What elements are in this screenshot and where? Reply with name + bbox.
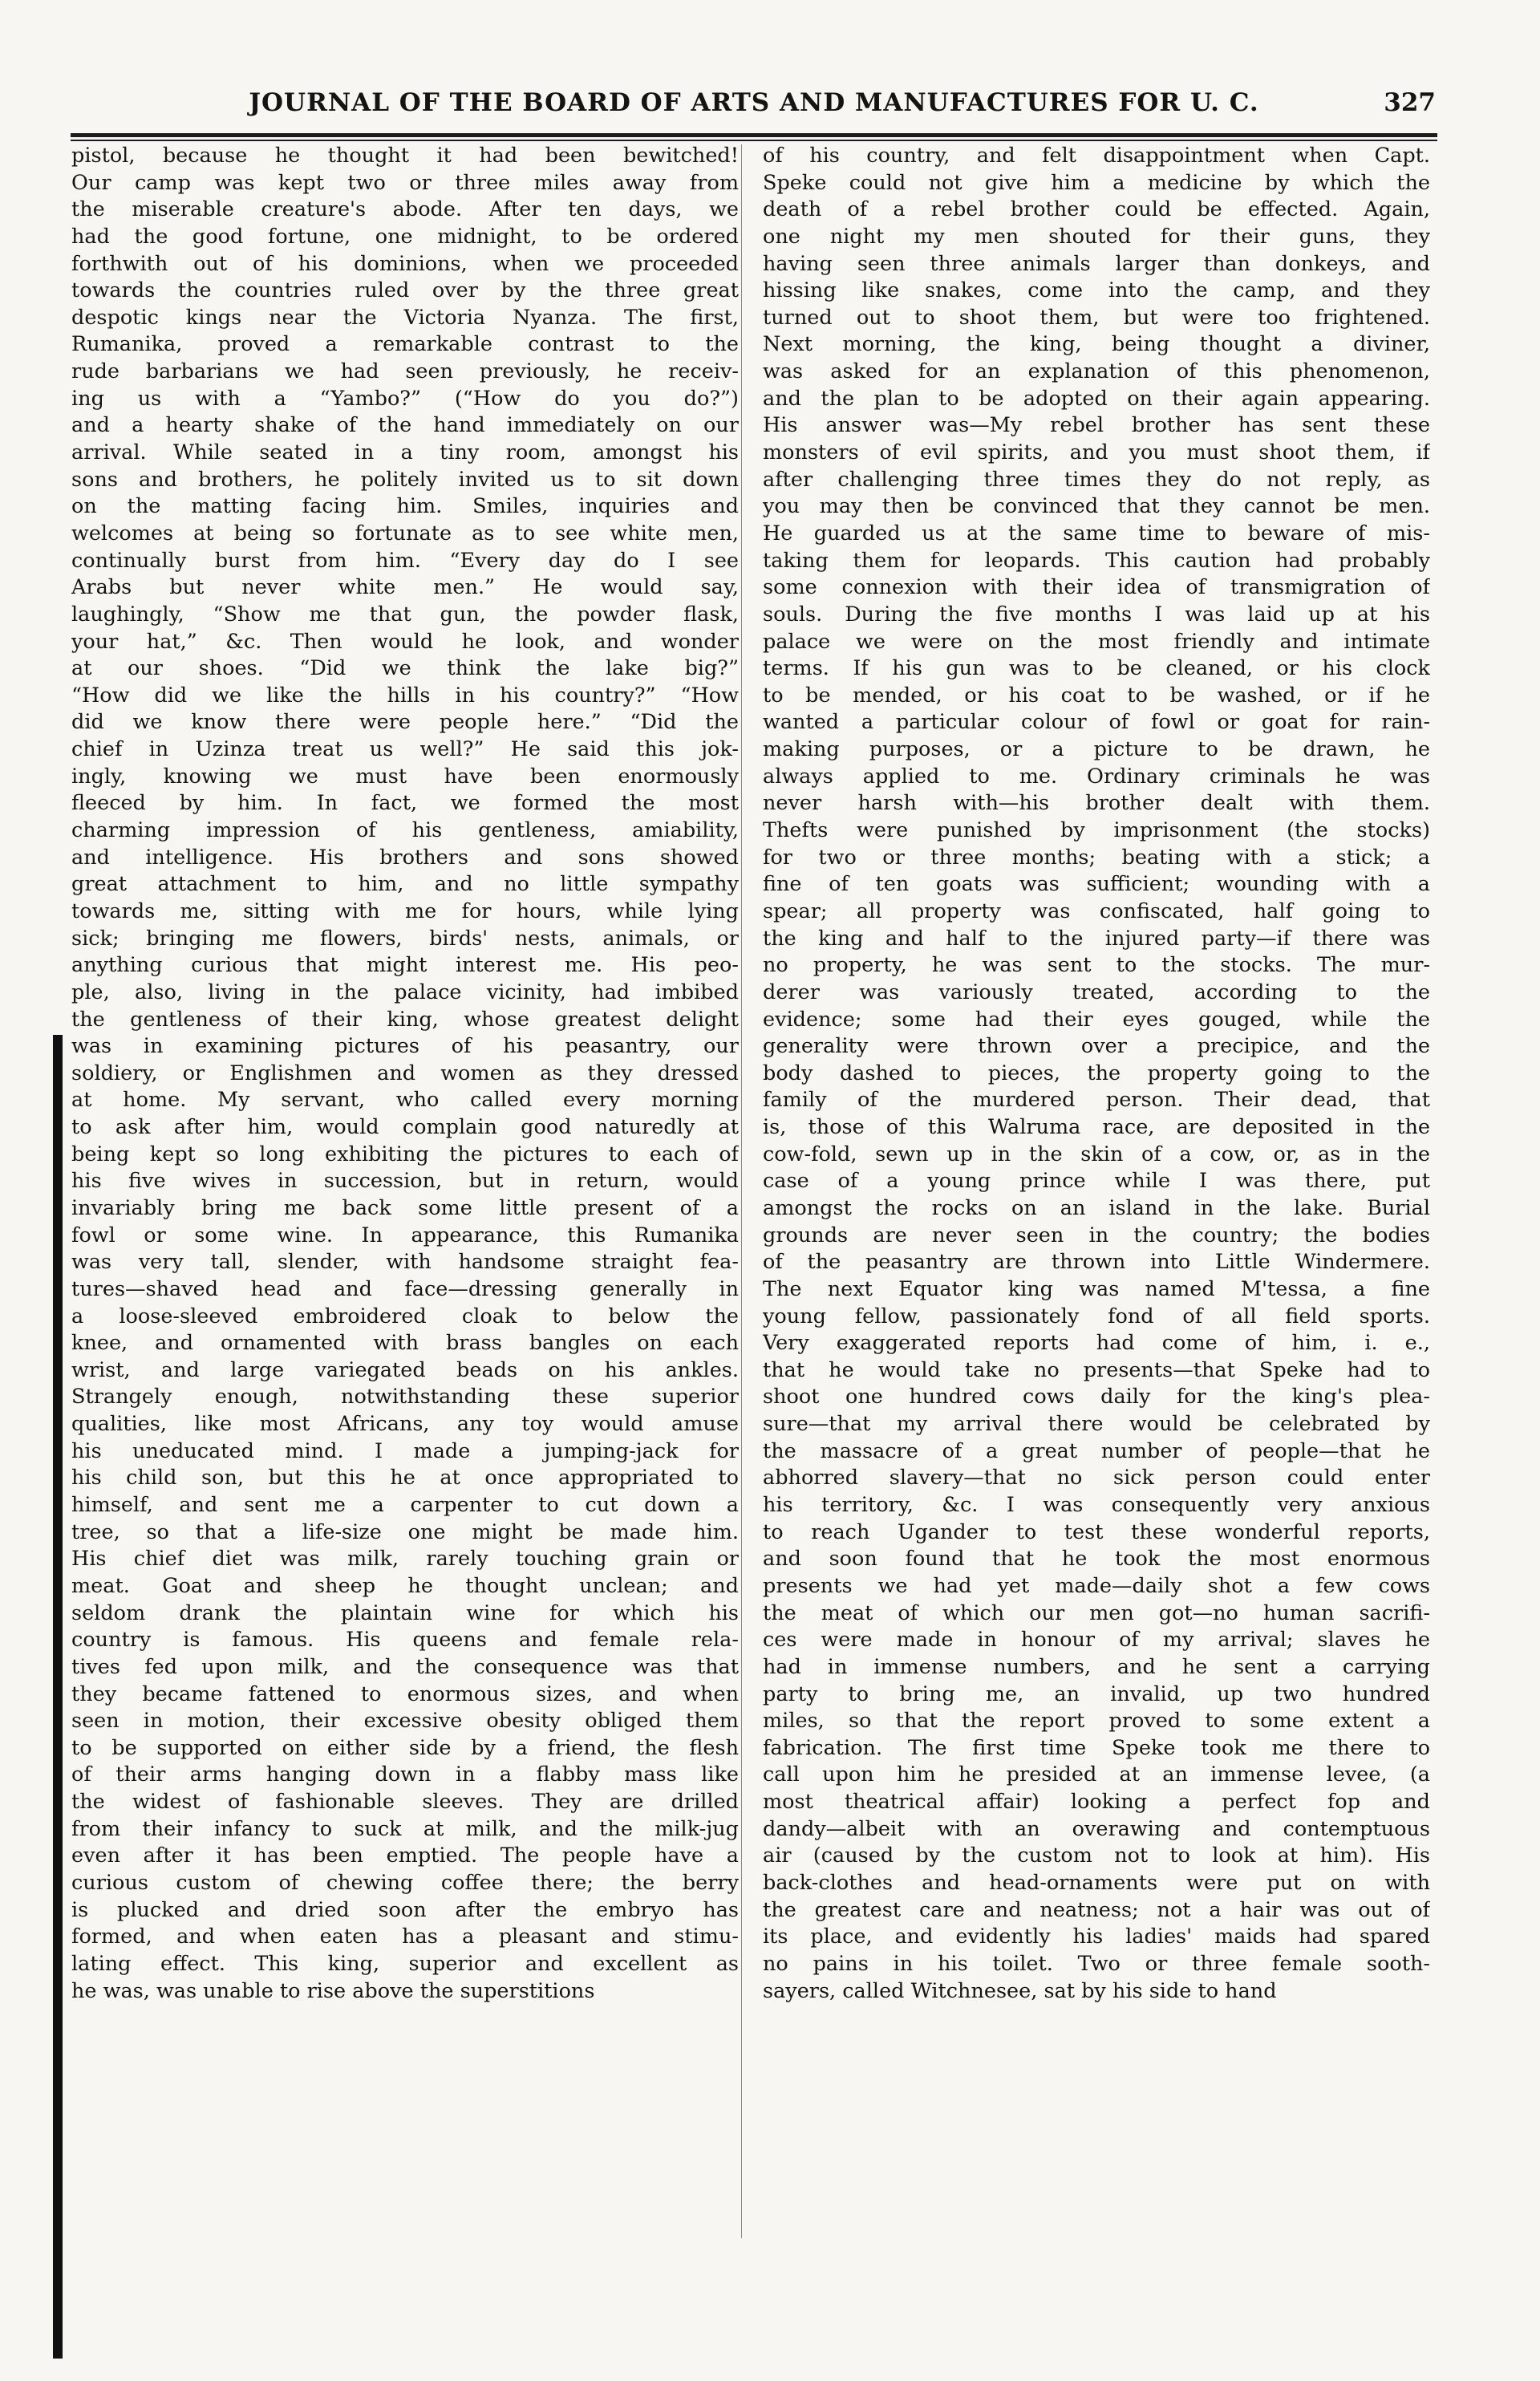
- text-line: tures—shaved head and face—dressing generally in: [71, 1276, 739, 1301]
- text-line: of the peasantry are thrown into Little Windermere.: [763, 1250, 1430, 1275]
- text-line: of their arms hanging down in a flabby mass like: [71, 1762, 739, 1787]
- text-line: and the plan to be adopted on their again appearing.: [763, 386, 1430, 411]
- text-line: continually burst from him. “Every day do I see: [71, 548, 739, 573]
- text-line: terms. If his gun was to be cleaned, or his clock: [763, 656, 1430, 681]
- text-line: wanted a particular colour of fowl or goat for rain-: [763, 710, 1430, 735]
- text-line: taking them for leopards. This caution had probably: [763, 548, 1430, 573]
- text-line: abhorred slavery—that no sick person could enter: [763, 1466, 1430, 1491]
- text-line: some connexion with their idea of transmigration of: [763, 575, 1430, 600]
- text-line: amongst the rocks on an island in the lake. Burial: [763, 1195, 1430, 1220]
- text-line: rude barbarians we had seen previously, he receiv-: [71, 359, 739, 384]
- page-number: 327: [1384, 88, 1436, 117]
- text-line: derer was variously treated, according to the: [763, 980, 1430, 1004]
- text-line: the miserable creature's abode. After ten days, we: [71, 197, 739, 222]
- text-line: country is famous. His queens and female rela-: [71, 1628, 739, 1653]
- text-line: and intelligence. His brothers and sons showed: [71, 845, 739, 870]
- text-line: laughingly, “Show me that gun, the powder flask,: [71, 602, 739, 627]
- text-line: no pains in his toilet. Two or three female sooth-: [763, 1951, 1430, 1976]
- text-line: fine of ten goats was sufficient; wounding with a: [763, 872, 1430, 897]
- text-line: the massacre of a great number of people—that he: [763, 1438, 1430, 1463]
- text-line: case of a young prince while I was there, put: [763, 1169, 1430, 1194]
- text-line: sick; bringing me flowers, birds' nests, animals, or: [71, 926, 739, 951]
- text-line: his child son, but this he at once appropriated to: [71, 1466, 739, 1491]
- text-line: to reach Ugander to test these wonderful reports,: [763, 1519, 1430, 1544]
- text-line: and a hearty shake of the hand immediately on our: [71, 413, 739, 438]
- text-line: meat. Goat and sheep he thought unclean; and: [71, 1573, 739, 1598]
- text-line: most theatrical affair) looking a perfect fop and: [763, 1790, 1430, 1815]
- text-line: generality were thrown over a precipice, and the: [763, 1034, 1430, 1059]
- text-line: of his country, and felt disappointment when Capt.: [763, 144, 1430, 168]
- text-line: his territory, &c. I was consequently very anxious: [763, 1493, 1430, 1518]
- text-line: himself, and sent me a carpenter to cut down a: [71, 1493, 739, 1518]
- text-line: the meat of which our men got—no human sacrifi-: [763, 1600, 1430, 1625]
- text-line: to be mended, or his coat to be washed, or if he: [763, 683, 1430, 708]
- text-line: sure—that my arrival there would be celebrated by: [763, 1412, 1430, 1437]
- text-line: fabrication. The first time Speke took me there to: [763, 1735, 1430, 1760]
- text-line: being kept so long exhibiting the pictures to each of: [71, 1142, 739, 1166]
- text-line: for two or three months; beating with a stick; a: [763, 845, 1430, 870]
- text-line: presents we had yet made—daily shot a few cows: [763, 1573, 1430, 1598]
- text-line: that he would take no presents—that Speke had to: [763, 1357, 1430, 1382]
- column-divider: [741, 144, 742, 2238]
- text-line: hissing like snakes, come into the camp, and they: [763, 278, 1430, 303]
- text-line: “How did we like the hills in his country?” “How: [71, 683, 739, 708]
- text-line: is, those of this Walruma race, are deposited in the: [763, 1115, 1430, 1140]
- text-line: formed, and when eaten has a pleasant and stimu-: [71, 1925, 739, 1949]
- text-line: having seen three animals larger than donkeys, and: [763, 251, 1430, 276]
- header-rule-thin: [71, 140, 1437, 141]
- text-line: great attachment to him, and no little sympathy: [71, 872, 739, 897]
- text-line: tives fed upon milk, and the consequence was that: [71, 1654, 739, 1679]
- page-header: [72, 80, 1436, 128]
- text-line: the gentleness of their king, whose greatest delight: [71, 1007, 739, 1032]
- left-text-column: [71, 143, 739, 2005]
- text-line: you may then be convinced that they cannot be men.: [763, 494, 1430, 519]
- text-line: palace we were on the most friendly and intimate: [763, 629, 1430, 654]
- text-line: spear; all property was confiscated, half going to: [763, 898, 1430, 923]
- text-line: his uneducated mind. I made a jumping-jack for: [71, 1438, 739, 1463]
- text-line: ing us with a “Yambo?” (“How do you do?”): [71, 386, 739, 411]
- text-line: his five wives in succession, but in return, would: [71, 1169, 739, 1194]
- text-line: never harsh with—his brother dealt with them.: [763, 791, 1430, 816]
- text-line: at home. My servant, who called every morning: [71, 1088, 739, 1113]
- text-line: ingly, knowing we must have been enormously: [71, 764, 739, 789]
- text-line: arrival. While seated in a tiny room, amongst his: [71, 440, 739, 465]
- text-line: no property, he was sent to the stocks. The mur-: [763, 953, 1430, 978]
- text-line: always applied to me. Ordinary criminals he was: [763, 764, 1430, 789]
- right-text-column: [763, 143, 1430, 2005]
- text-line: He guarded us at the same time to beware of mis-: [763, 521, 1430, 546]
- text-line: the king and half to the injured party—if there was: [763, 926, 1430, 951]
- text-line: fowl or some wine. In appearance, this Rumanika: [71, 1223, 739, 1247]
- text-line: His answer was—My rebel brother has sent these: [763, 413, 1430, 438]
- text-line: turned out to shoot them, but were too frightened.: [763, 305, 1430, 330]
- text-line: its place, and evidently his ladies' maids had spared: [763, 1925, 1430, 1949]
- text-line: ple, also, living in the palace vicinity, had imbibed: [71, 980, 739, 1004]
- text-line: at our shoes. “Did we think the lake big?”: [71, 656, 739, 681]
- text-line: dandy—albeit with an overawing and contemptuous: [763, 1816, 1430, 1841]
- text-line: had in immense numbers, and he sent a carrying: [763, 1654, 1430, 1679]
- text-line: your hat,” &c. Then would he look, and wonder: [71, 629, 739, 654]
- text-line: monsters of evil spirits, and you must shoot them, if: [763, 440, 1430, 465]
- text-line: towards me, sitting with me for hours, while lying: [71, 898, 739, 923]
- text-line: the widest of fashionable sleeves. They are drilled: [71, 1790, 739, 1815]
- text-line: towards the countries ruled over by the three great: [71, 278, 739, 303]
- text-line: His chief diet was milk, rarely touching grain or: [71, 1547, 739, 1572]
- text-line: did we know there were people here.” “Did the: [71, 710, 739, 735]
- text-line: shoot one hundred cows daily for the king's plea-: [763, 1385, 1430, 1410]
- text-line: pistol, because he thought it had been bewitched!: [71, 144, 739, 168]
- text-line: back-clothes and head-ornaments were put on with: [763, 1871, 1430, 1895]
- text-line: he was, was unable to rise above the superstitions: [71, 1978, 595, 2003]
- text-line: party to bring me, an invalid, up two hundred: [763, 1681, 1430, 1706]
- text-line: was asked for an explanation of this phenomenon,: [763, 359, 1430, 384]
- text-line: grounds are never seen in the country; the bodies: [763, 1223, 1430, 1247]
- text-line: from their infancy to suck at milk, and the milk-jug: [71, 1816, 739, 1841]
- text-line: lating effect. This king, superior and excellent as: [71, 1951, 739, 1976]
- text-line: was in examining pictures of his peasantry, our: [71, 1034, 739, 1059]
- text-line: knee, and ornamented with brass bangles on each: [71, 1331, 739, 1356]
- header-rule-thick: [71, 133, 1437, 137]
- text-line: air (caused by the custom not to look at him). His: [763, 1844, 1430, 1868]
- text-line: souls. During the five months I was laid up at his: [763, 602, 1430, 627]
- text-line: The next Equator king was named M'tessa, a fine: [763, 1276, 1430, 1301]
- text-line: had the good fortune, one midnight, to be ordered: [71, 224, 739, 249]
- text-line: young fellow, passionately fond of all field sports.: [763, 1304, 1430, 1328]
- text-line: despotic kings near the Victoria Nyanza. The first,: [71, 305, 739, 330]
- text-line: Rumanika, proved a remarkable contrast to the: [71, 332, 739, 357]
- text-line: chief in Uzinza treat us well?” He said this jok-: [71, 737, 739, 762]
- text-line: charming impression of his gentleness, amiability,: [71, 818, 739, 843]
- text-line: qualities, like most Africans, any toy would amuse: [71, 1412, 739, 1437]
- text-line: Strangely enough, notwithstanding these superior: [71, 1385, 739, 1410]
- text-line: the greatest care and neatness; not a hair was out of: [763, 1897, 1430, 1922]
- text-line: sayers, called Witchnesee, sat by his side to hand: [763, 1978, 1277, 2003]
- text-line: Speke could not give him a medicine by which the: [763, 170, 1430, 195]
- text-line: forthwith out of his dominions, when we proceeded: [71, 251, 739, 276]
- text-line: evidence; some had their eyes gouged, while the: [763, 1007, 1430, 1032]
- text-line: and soon found that he took the most enormous: [763, 1547, 1430, 1572]
- text-line: even after it has been emptied. The people have a: [71, 1844, 739, 1868]
- text-line: a loose-sleeved embroidered cloak to below the: [71, 1304, 739, 1328]
- binding-margin-bar: [53, 1035, 63, 2359]
- text-line: on the matting facing him. Smiles, inquiries and: [71, 494, 739, 519]
- text-line: Thefts were punished by imprisonment (the stocks): [763, 818, 1430, 843]
- text-line: miles, so that the report proved to some extent a: [763, 1709, 1430, 1734]
- text-line: seen in motion, their excessive obesity obliged them: [71, 1709, 739, 1734]
- text-line: fleeced by him. In fact, we formed the most: [71, 791, 739, 816]
- text-line: death of a rebel brother could be effected. Again,: [763, 197, 1430, 222]
- text-line: is plucked and dried soon after the embryo has: [71, 1897, 739, 1922]
- text-line: body dashed to pieces, the property going to the: [763, 1061, 1430, 1085]
- text-line: Next morning, the king, being thought a diviner,: [763, 332, 1430, 357]
- text-line: making purposes, or a picture to be drawn, he: [763, 737, 1430, 762]
- text-line: Very exaggerated reports had come of him, i. e.,: [763, 1331, 1430, 1356]
- text-line: ces were made in honour of my arrival; slaves he: [763, 1628, 1430, 1653]
- text-line: after challenging three times they do not reply, as: [763, 467, 1430, 492]
- text-line: to ask after him, would complain good naturedly at: [71, 1115, 739, 1140]
- text-line: anything curious that might interest me. His peo-: [71, 953, 739, 978]
- text-line: family of the murdered person. Their dead, that: [763, 1088, 1430, 1113]
- text-line: Arabs but never white men.” He would say,: [71, 575, 739, 600]
- text-line: was very tall, slender, with handsome straight fea-: [71, 1250, 739, 1275]
- running-title: JOURNAL OF THE BOARD OF ARTS AND MANUFACTURES FOR U. C.: [249, 88, 1259, 117]
- text-line: wrist, and large variegated beads on his ankles.: [71, 1357, 739, 1382]
- text-line: curious custom of chewing coffee there; the berry: [71, 1871, 739, 1895]
- text-line: welcomes at being so fortunate as to see white men,: [71, 521, 739, 546]
- text-line: Our camp was kept two or three miles away from: [71, 170, 739, 195]
- text-line: invariably bring me back some little present of a: [71, 1195, 739, 1220]
- text-line: to be supported on either side by a friend, the flesh: [71, 1735, 739, 1760]
- text-line: they became fattened to enormous sizes, and when: [71, 1681, 739, 1706]
- text-line: tree, so that a life-size one might be made him.: [71, 1519, 739, 1544]
- text-line: one night my men shouted for their guns, they: [763, 224, 1430, 249]
- text-line: sons and brothers, he politely invited us to sit down: [71, 467, 739, 492]
- text-line: call upon him he presided at an immense levee, (a: [763, 1762, 1430, 1787]
- text-line: soldiery, or Englishmen and women as they dressed: [71, 1061, 739, 1085]
- text-line: cow-fold, sewn up in the skin of a cow, or, as in the: [763, 1142, 1430, 1166]
- text-line: seldom drank the plaintain wine for which his: [71, 1600, 739, 1625]
